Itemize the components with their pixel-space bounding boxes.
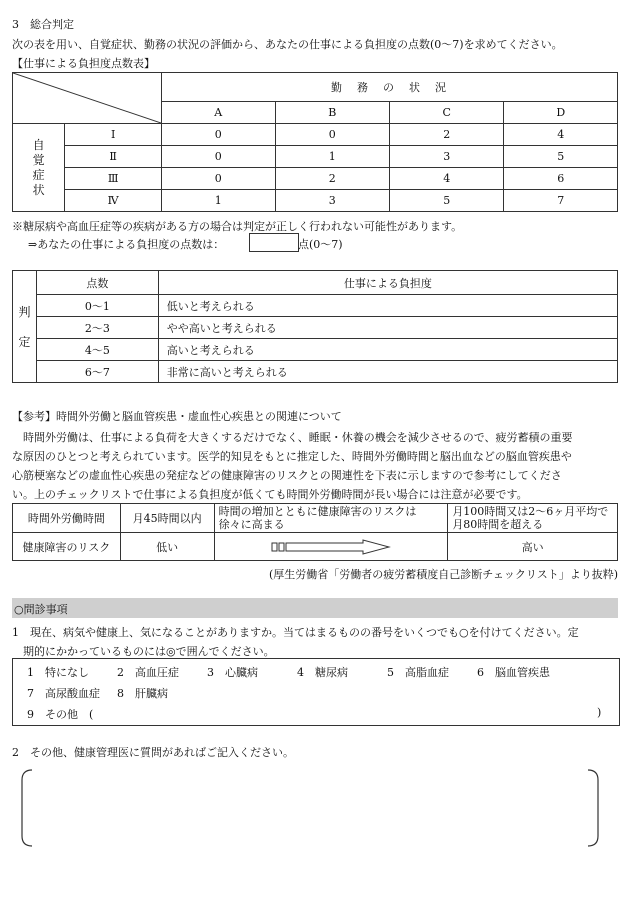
table-row (13, 361, 618, 383)
score-header: 点数 (36, 271, 158, 295)
table-cell: 0 (275, 124, 389, 146)
table-cell: 0 (162, 146, 276, 168)
score-range: 0〜1 (36, 295, 158, 317)
table-cell: 4 (389, 168, 503, 190)
option-item[interactable]: 1 特になし (27, 666, 89, 679)
middle-label-line1: 時間の増加とともに健康障害のリスクは (218, 505, 417, 518)
load-score-table (12, 72, 618, 212)
under-45-label: 月45時間以内 (120, 504, 214, 533)
option-item[interactable]: 2 高血圧症 (117, 666, 179, 679)
option-item[interactable]: 7 高尿酸血症 (27, 687, 100, 700)
option-other[interactable]: 9 その他 ( (27, 708, 94, 721)
col-header-a: A (162, 101, 276, 123)
bracket-frame (20, 768, 600, 848)
over-100-line2: 月80時間を超える (452, 518, 544, 531)
table-cell: 5 (389, 190, 503, 212)
risk-arrow-cell (214, 533, 448, 561)
table-cell: 1 (162, 190, 276, 212)
table-cell: 0 (162, 168, 276, 190)
row-label: Ⅱ (65, 146, 162, 168)
col-header-c: C (389, 101, 503, 123)
option-item[interactable]: 6 脳血管疾患 (477, 666, 550, 679)
table-cell: 0 (162, 124, 276, 146)
table-cell: 3 (275, 190, 389, 212)
col-header-b: B (275, 101, 389, 123)
risk-label: 健康障害のリスク (13, 533, 121, 561)
option-item[interactable]: 5 高脂血症 (387, 666, 449, 679)
overtime-risk-table (12, 503, 618, 561)
reference-line: い。上のチェックリストで仕事による負担度が低くても時間外労働時間が長い場合には注意が必要です。 (12, 488, 528, 501)
middle-label-line2: 徐々に高まる (218, 518, 285, 531)
score-range: 4〜5 (36, 339, 158, 361)
work-status-header: 勤 務 の 状 況 (162, 73, 618, 102)
over-100-line1: 月100時間又は2〜6ヶ月平均で (452, 505, 609, 518)
judgement-side-cell (13, 271, 37, 383)
score-prompt: ⇒あなたの仕事による負担度の点数は： (28, 238, 225, 251)
load-description: やや高いと考えられる (158, 317, 617, 339)
row-label: Ⅰ (65, 124, 162, 146)
over-100-label (448, 504, 618, 533)
option-item[interactable]: 4 糖尿病 (297, 666, 348, 679)
table-cell: 6 (504, 168, 618, 190)
diagonal-corner-cell (13, 73, 162, 124)
table-row (13, 339, 618, 361)
section-heading: 3 総合判定 (12, 18, 74, 31)
options-box (12, 658, 620, 726)
score-range: 2〜3 (36, 317, 158, 339)
table-cell: 4 (504, 124, 618, 146)
reference-line: な原因のひとつと考えられています。医学的知見をもとに推定した、時間外労働時間と脳出血などの脳血管疾患や (12, 450, 572, 463)
table-title: 【仕事による負担度点数表】 (12, 57, 155, 70)
risk-low: 低い (120, 533, 214, 561)
middle-label (214, 504, 448, 533)
risk-high: 高い (448, 533, 618, 561)
reference-line: 心筋梗塞などの虚血性心疾患の発症などの健康障害のリスクとの関連性を下表に示しますので参考にしてくださ (12, 469, 562, 482)
risk-arrow-icon (271, 539, 391, 555)
table-cell: 2 (389, 124, 503, 146)
question-1-line2: 期的にかかっているものには◎で囲んでください。 (12, 645, 275, 658)
symptom-header-label: 自覚症状 (32, 137, 45, 197)
interview-bar-label: ○問診事項 (14, 603, 68, 616)
question-2-textarea[interactable] (20, 768, 600, 848)
question-2: 2 その他、健康管理医に質問があればご記入ください。 (12, 746, 294, 759)
score-range: 6〜7 (36, 361, 158, 383)
table-cell: 2 (275, 168, 389, 190)
table-cell: 7 (504, 190, 618, 212)
option-item[interactable]: 3 心臓病 (207, 666, 258, 679)
row-label: Ⅲ (65, 168, 162, 190)
option-other-close: ) (597, 706, 602, 719)
source-note: (厚生労働省「労働者の疲労蓄積度自己診断チェックリスト」より抜粋) (268, 568, 618, 581)
table-row (13, 124, 618, 146)
reference-line: 時間外労働は、仕事による負荷を大きくするだけでなく、睡眠・休養の機会を減少させるので、疲労蓄積の重要 (12, 431, 573, 444)
score-input[interactable] (249, 233, 299, 252)
option-item[interactable]: 8 肝臓病 (117, 687, 168, 700)
table-cell: 5 (504, 146, 618, 168)
col-header-d: D (504, 101, 618, 123)
table-row (13, 146, 618, 168)
instruction-text: 次の表を用い、自覚症状、勤務の状況の評価から、あなたの仕事による負担度の点数(0〜7)を求めてください。 (12, 38, 563, 51)
table-cell: 1 (275, 146, 389, 168)
load-header: 仕事による負担度 (158, 271, 617, 295)
table-row (13, 317, 618, 339)
row-label: Ⅳ (65, 190, 162, 212)
load-description: 低いと考えられる (158, 295, 617, 317)
judgement-table (12, 270, 618, 383)
disease-note: ※糖尿病や高血圧症等の疾病がある方の場合は判定が正しく行われない可能性があります。 (12, 220, 463, 233)
score-suffix: 点(0〜7) (298, 238, 343, 251)
load-description: 非常に高いと考えられる (158, 361, 617, 383)
table-cell: 3 (389, 146, 503, 168)
overtime-label: 時間外労働時間 (13, 504, 121, 533)
reference-title: 【参考】時間外労働と脳血管疾患・虚血性心疾患との関連について (12, 410, 342, 423)
table-row (13, 295, 618, 317)
interview-bar (12, 598, 618, 618)
symptom-header (13, 124, 65, 212)
load-description: 高いと考えられる (158, 339, 617, 361)
judgement-side-label: 判定 (18, 304, 31, 349)
question-1-line1: 1 現在、病気や健康上、気になることがありますか。当てはまるものの番号をいくつでも○を付けてください。定 (12, 626, 579, 639)
table-row (13, 190, 618, 212)
table-row (13, 168, 618, 190)
